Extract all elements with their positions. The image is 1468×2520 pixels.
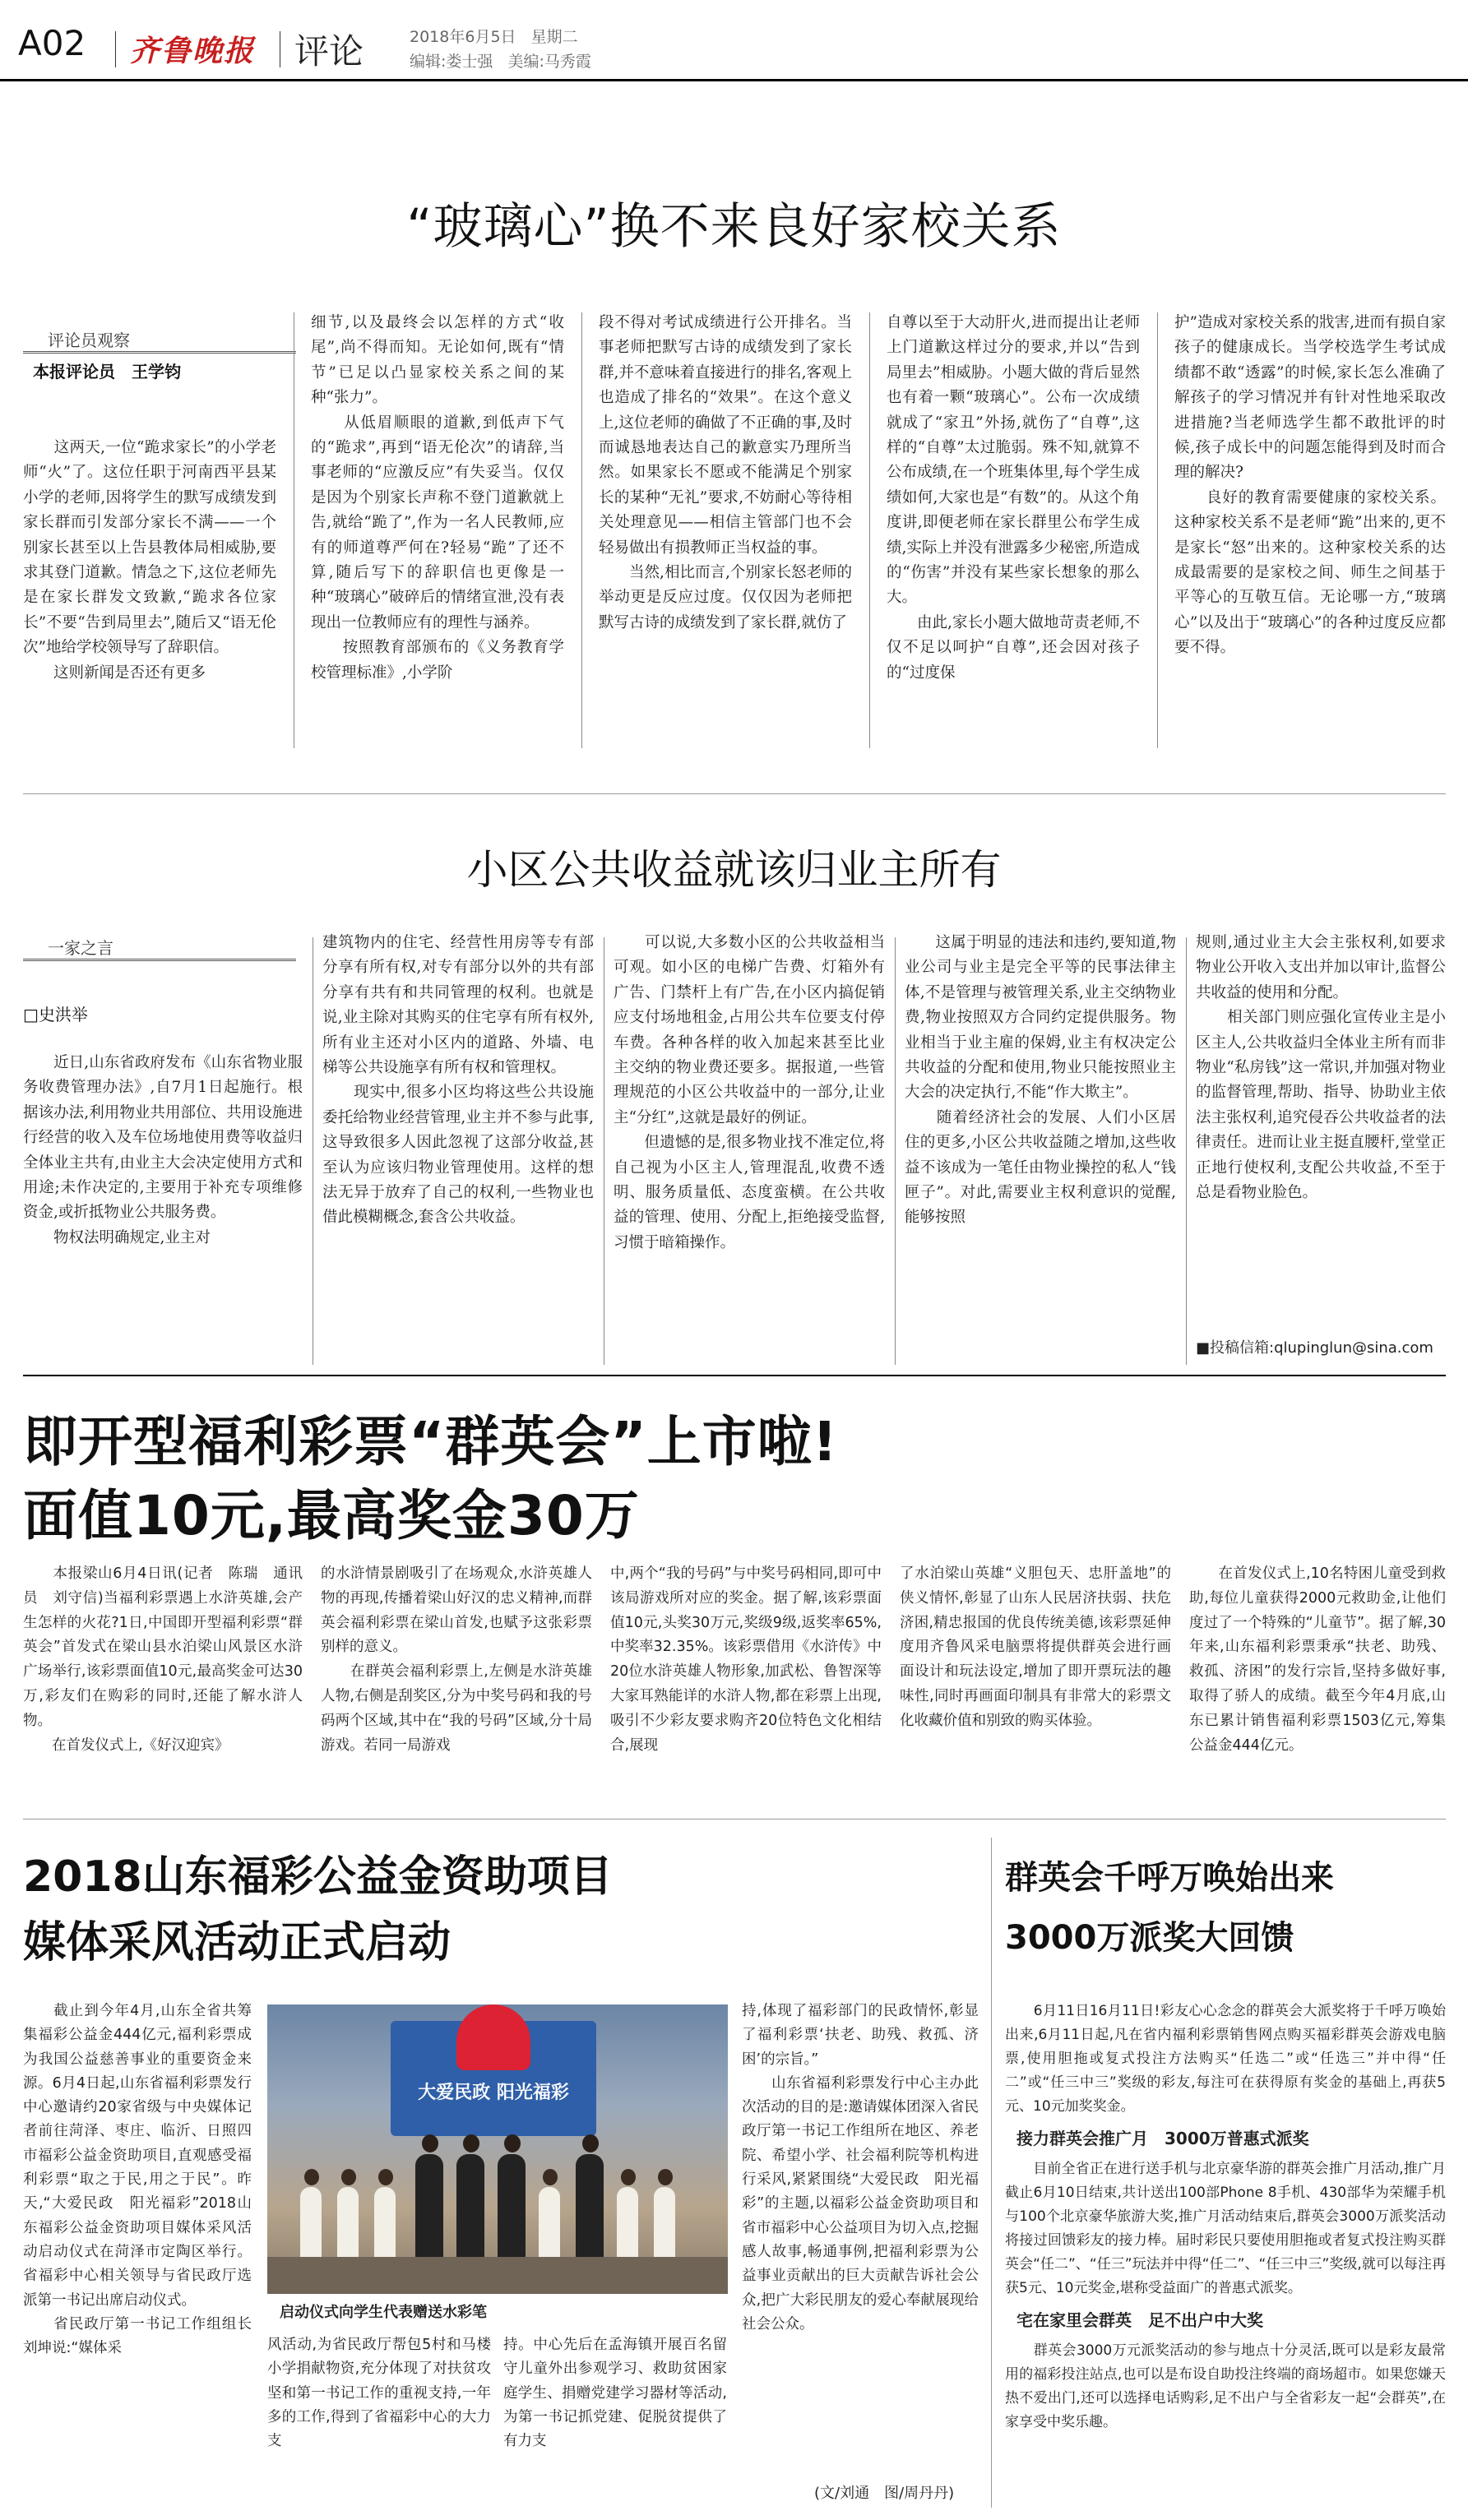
column-divider [895, 937, 896, 1365]
paragraph: 良好的教育需要健康的家校关系。这种家校关系不是老师“跪”出来的,更不是家长“怒”出来的。这种家校关系的达成最需要的是家校之间、师生之间基于平等心的互敬互信。无论哪一方,“玻璃心”以及出于“玻璃心”的各种过度反应都要不得。 [1174, 488, 1446, 657]
paragraph: 在首发仪式上,10名特困儿童受到救助,每位儿童获得2000元救助金,让他们度过了一个特殊的“儿童节”。据了解,30年来,山东福利彩票秉承“扶老、助残、救孤、济困”的发行宗旨,坚持多做好事,取得了骄人的成绩。截至今年4月底,山东已累计销售福利彩票1503亿元,筹集公益金444亿元。 [1189, 1565, 1446, 1754]
article4-headline-line1: 2018山东福彩公益金资助项目 [23, 1852, 613, 1902]
paragraph: 自尊以至于大动肝火,进而提出让老师上门道歉这样过分的要求,并以“告到局里去”相威胁。小题大做的背后显然也有着一颗“玻璃心”。公布一次成绩就成了“家丑”外扬,就伤了“自尊”,这样的“自尊”太过脆弱。殊不知,就算不公布成绩,在一个班集体里,每个学生成绩如何,大家也是“有数”的。从这个角度讲,即便老师在家长群里公布学生成绩,实际上并没有泄露多少秘密,所造成的“伤害”并没有某些家长想象的那么大。 [887, 314, 1140, 607]
paragraph: 持,体现了福彩部门的民政情怀,彰显了福利彩票‘扶老、助残、救孤、济困’的宗旨。” [742, 2003, 979, 2068]
paragraph: 按照教育部颁布的《义务教育学校管理标准》,小学阶 [311, 639, 564, 682]
article5-headline-line2: 3000万派奖大回馈 [1005, 1919, 1294, 1957]
article2-byline: □史洪举 [23, 1005, 88, 1024]
editor-text: 编辑:娄士强 [410, 53, 493, 71]
column-divider [1186, 937, 1187, 1365]
article4-headline-line2: 媒体采风活动正式启动 [23, 1918, 452, 1967]
editor-credits [410, 49, 591, 72]
article4-credit: (文/刘通 图/周丹丹) [814, 2485, 955, 2502]
paragraph: 段不得对考试成绩进行公开排名。当事老师把默写古诗的成绩发到了家长群,并不意味着直接进行的排名,客观上也造成了排名的“效果”。在这个意义上,这位老师的确做了不正确的事,及时而诚恳地表达自己的歉意实乃理所当然。如果家长不愿或不能满足个别家长的某种“无礼”要求,不妨耐心等待相关处理意见——相信主管部门也不会轻易做出有损教师正当权益的事。 [599, 314, 852, 557]
masthead-divider [115, 31, 116, 67]
paragraph: 中,两个“我的号码”与中奖号码相同,即可中该局游戏所对应的奖金。据了解,该彩票面值10元,头奖30万元,奖级9级,返奖率65%,中奖率32.35%。该彩票借用《水浒传》中20位水浒英雄人物形象,加武松、鲁智深等大家耳熟能详的水浒人物,都在彩票上出现,吸引不少彩友要求购齐20位特色文化相结合,展现 [610, 1565, 882, 1754]
article1-column-4 [887, 311, 1140, 748]
paragraph: 近日,山东省政府发布《山东省物业服务收费管理办法》,自7月1日起施行。根据该办法,利用物业共用部位、共用设施进行经营的收入及车位场地使用费等收益归全体业主共有,由业主大会决定使用方式和用途;未作决定的,主要用于补充专项维修资金,或折抵物业公共服务费。 [23, 1054, 303, 1222]
paragraph: 持。中心先后在孟海镇开展百名留守儿童外出参观学习、救助贫困家庭学生、捐赠党建学习器材等活动,为第一书记抓党建、促脱贫提供了有力支 [503, 2337, 727, 2450]
paragraph: 了水泊梁山英雄“义胆包天、忠肝盖地”的侠义情怀,彰显了山东人民居济扶弱、扶危济困,精忠报国的优良传统美德,该彩票延伸度用齐鲁风采电脑票将提供群英会进行画面设计和玩法设定,增加了即开票玩法的趣味性,同时再画面印制具有非常大的彩票文化收藏价值和别致的购买体验。 [900, 1565, 1171, 1729]
article3-column-1 [23, 1562, 303, 1809]
paragraph: 本报梁山6月4日讯(记者 陈瑞 通讯员 刘守信)当福利彩票遇上水浒英雄,会产生怎样的火花?1日,中国即开型福利彩票“群英会”首发式在梁山县水泊梁山风景区水浒广场举行,该彩票面值10元,最高奖金可达30万,彩友们在购彩的同时,还能了解水浒人物。 [23, 1565, 303, 1729]
paragraph: 细节,以及最终会以怎样的方式“收尾”,尚不得而知。无论如何,既有“情节”已足以凸显家校关系之间的某种“张力”。 [311, 314, 564, 407]
column-divider [1157, 312, 1158, 748]
paragraph: 山东省福利彩票发行中心主办此次活动的目的是:邀请媒体团深入省民政厅第一书记工作组所在地区、养老院、希望小学、社会福利院等机构进行采风,紧紧围绕“大爱民政 阳光福彩”的主题,以福彩公益金资助项目和省市福彩中心公益项目为切入点,挖掘感人故事,畅通事例,把福利彩票为公益事业贡献出的巨大贡献告诉社会公众,把广大彩民朋友的爱心奉献展现给社会公众。 [742, 2074, 979, 2333]
article2-column-5 [1196, 931, 1446, 1317]
paragraph: 这两天,一位“跪求家长”的小学老师“火”了。这位任职于河南西平县某小学的老师,因将学生的默写成绩发到家长群而引发部分家长不满——一个别家长甚至以上告县教体局相威胁,要求其登门道歉。情急之下,这位老师先是在家长群发文致歉,“跪求各位家长”不要“告到局里去”,随后又“语无伦次”地给学校领导写了辞职信。 [23, 439, 276, 657]
paragraph: 在群英会福利彩票上,左侧是水浒英雄人物,右侧是刮奖区,分为中奖号码和我的号码两个区域,其中在“我的号码”区域,分十局游戏。若同一局游戏 [321, 1663, 592, 1754]
article5-body [1005, 2000, 1446, 2513]
section-rule [23, 1375, 1446, 1376]
article4-column-bottom-1 [267, 2333, 491, 2518]
paragraph: 规则,通过业主大会主张权利,如要求物业公开收入支出并加以审计,监督公共收益的使用和分配。 [1196, 934, 1446, 1001]
child-figure [654, 2187, 675, 2261]
section-rule [23, 793, 1446, 794]
section-title: 评论 [294, 31, 364, 72]
paragraph: 6月11日16月11日!彩友心心念念的群英会大派奖将于千呼万唤始出来,6月11日起,凡在省内福利彩票销售网点购买福彩群英会游戏电脑票,使用胆拖或复式投注方法购买“任选二”或“任选三”并中得“任二”或“任三中三”奖级的彩友,每注可在获得原有奖金的基础上,再获5元、10元加奖奖金。 [1005, 2003, 1446, 2115]
article2-column-4 [905, 931, 1176, 1366]
page-number: A02 [18, 23, 86, 63]
adult-figure [576, 2154, 604, 2261]
paragraph: 可以说,大多数小区的公共收益相当可观。如小区的电梯广告费、灯箱外有广告、门禁杆上有广告,在小区内搞促销应支付场地租金,占用公共车位要支付停车费。各种各样的收入加起来甚至比业主交纳的物业费还要多。据报道,一些管理规范的小区公共收益中的一部分,让业主“分红”,这就是最好的例证。 [614, 934, 885, 1126]
article3-headline-line1: 即开型福利彩票“群英会”上市啦! [23, 1410, 838, 1473]
article3-column-4 [900, 1562, 1171, 1809]
paragraph: 的水浒情景剧吸引了在场观众,水浒英雄人物的再现,传播着梁山好汉的忠义精神,而群英会福利彩票在梁山首发,也赋予这张彩票别样的意义。 [321, 1565, 592, 1656]
child-figure [374, 2187, 396, 2261]
adult-figure [456, 2154, 484, 2261]
paper-logo: 齐鲁晚报 [130, 34, 256, 68]
paragraph: 相关部门则应强化宣传业主是小区主人,公共收益归全体业主所有而非物业“私房钱”这一常识,并加强对物业的监督管理,帮助、指导、协助业主依法主张权利,追究侵吞公共收益者的法律责任。进而让业主挺直腰杆,堂堂正正地行使权利,支配公共收益,不至于总是看物业脸色。 [1196, 1009, 1446, 1202]
article1-column-5 [1174, 311, 1446, 748]
paragraph: 但遗憾的是,很多物业找不准定位,将自己视为小区主人,管理混乱,收费不透明、服务质量低、态度蛮横。在公共收益的管理、使用、分配上,拒绝接受监督,习惯于暗箱操作。 [614, 1134, 885, 1251]
paragraph: 群英会3000万元派奖活动的参与地点十分灵活,既可以是彩友最常用的福彩投注站点,也可以是布设自助投注终端的商场超市。如果您嫌天热不爱出门,还可以选择电话购彩,足不出户与全省彩友一起“会群英”,在家享受中奖乐趣。 [1005, 2342, 1446, 2430]
paragraph: 从低眉顺眼的道歉,到低声下气的“跪求”,再到“语无伦次”的请辞,当事老师的“应激反应”有失妥当。仅仅是因为个别家长声称不登门道歉就上告,就给“跪了”,作为一名人民教师,应有的师道尊严何在?轻易“跪”了还不算,随后写下的辞职信也更像是一种“玻璃心”破碎后的情绪宣泄,没有表现出一位教师应有的理性与涵养。 [311, 414, 564, 631]
paragraph: 建筑物内的住宅、经营性用房等专有部分享有所有权,对专有部分以外的共有部分享有共有和共同管理的权利。也就是说,业主除对其购买的住宅享有所有权外,所有业主还对小区内的道路、外墙、电梯等公共设施享有所有权和管理权。 [322, 934, 594, 1077]
adult-figure [498, 2154, 526, 2261]
paragraph: 这则新闻是否还有更多 [23, 664, 206, 682]
article3-headline-line2: 面值10元,最高奖金30万 [23, 1484, 640, 1547]
child-figure [300, 2187, 322, 2261]
paragraph: 随着经济社会的发展、人们小区居住的更多,小区公共收益随之增加,这些收益不该成为一笔任由物业操控的私人“钱匣子”。对此,需要业主权利意识的觉醒,能够按照 [905, 1108, 1176, 1227]
article1-column-3 [599, 311, 852, 748]
date-text: 2018年6月5日 [410, 28, 516, 46]
article4-column-left [23, 2000, 252, 2518]
article2-column-tag: 一家之言 [23, 935, 296, 961]
photo-banner-text: 大爱民政 阳光福彩 [418, 2083, 569, 2103]
paragraph: 护”造成对家校关系的戕害,进而有损自家孩子的健康成长。当学校选学生考试成绩都不敢“透露”的时候,家长怎么准确了解孩子的学习情况并有针对性地采取改进措施?当老师选学生都不敢批评的时候,孩子成长中的问题怎能得到及时而合理的解决? [1174, 314, 1446, 482]
article3-column-3 [610, 1562, 882, 1809]
article1-column-tag: 评论员观察 [23, 327, 296, 354]
event-photo [267, 2004, 728, 2294]
article4-column-right [742, 2000, 979, 2472]
child-figure [539, 2187, 560, 2261]
article5-headline-line1: 群英会千呼万唤始出来 [1005, 1859, 1334, 1897]
issue-date [410, 25, 578, 47]
heart-icon [456, 2004, 530, 2070]
paragraph: 截止到今年4月,山东全省共筹集福彩公益金444亿元,福利彩票成为我国公益慈善事业的重要资金来源。6月4日起,山东省福利彩票发行中心邀请约20家省级与中央媒体记者前往菏泽、枣庄、临沂、日照四市福彩公益金资助项目,直观感受福利彩票“取之于民,用之于民”。昨天,“大爱民政 阳光福彩”2018山东福彩公益金资助项目媒体采风活动启动仪式在菏泽市定陶区举行。省福彩中心相关领导与省民政厅选派第一书记出席启动仪式。 [23, 2003, 252, 2309]
article1-column-2 [311, 311, 564, 748]
article3-column-5 [1189, 1562, 1446, 1809]
paragraph: 由此,家长小题大做地苛责老师,不仅不足以呵护“自尊”,还会因对孩子的“过度保 [887, 613, 1140, 682]
adult-figure [415, 2154, 443, 2261]
paragraph: 这属于明显的违法和违约,要知道,物业公司与业主是完全平等的民事法律主体,不是管理与被管理关系,业主交纳物业费,物业按照双方合同约定提供服务。物业相当于业主雇的保姆,业主有权决定公共收益的分配和使用,物业只能按照业主大会的决定执行,不能“作大欺主”。 [905, 934, 1176, 1102]
paragraph: 省民政厅第一书记工作组组长刘坤说:“媒体采 [23, 2315, 252, 2357]
contribution-email: ■投稿信箱:qlupinglun@sina.com [1196, 1339, 1433, 1357]
photo-floor [267, 2257, 728, 2294]
article2-column-2 [322, 931, 594, 1366]
article1-byline: 本报评论员 王学钧 [33, 362, 181, 381]
article2-column-1 [23, 1051, 303, 1363]
article5-subhead: 接力群英会推广月 3000万普惠式派奖 [1016, 2129, 1309, 2148]
paragraph: 在首发仪式上,《好汉迎宾》 [23, 1736, 229, 1754]
child-figure [337, 2187, 359, 2261]
masthead-rule [0, 79, 1468, 81]
article5-subhead: 宅在家里会群英 足不出户中大奖 [1016, 2310, 1263, 2330]
photo-caption: 启动仪式向学生代表赠送水彩笔 [280, 2304, 487, 2321]
article3-column-2 [321, 1562, 592, 1809]
article1-column-1 [23, 436, 276, 748]
weekday-text: 星期二 [530, 28, 578, 46]
paragraph: 目前全省正在进行送手机与北京豪华游的群英会推广月活动,推广月截止6月10日结束,共计送出100部Phone 8手机、430部华为荣耀手机与100个北京豪华旅游大奖,推广月活动结束后,群英会3000万派奖活动将接过回馈彩友的接力棒。届时彩民只要使用胆拖或者复式投注购买群英会“任二”、“任三”玩法并中得“任二”、“任三中三”奖级,就可以每注再获5元、10元奖金,堪称受益面广的普惠式派奖。 [1005, 2161, 1446, 2296]
column-divider [869, 312, 870, 748]
paragraph: 风活动,为省民政厅帮包5村和马楼小学捐献物资,充分体现了对扶贫攻坚和第一书记工作的重视支持,一年多的工作,得到了省福彩中心的大力支 [267, 2337, 491, 2450]
column-divider [581, 312, 582, 748]
paragraph: 当然,相比而言,个别家长怒老师的举动更是反应过度。仅仅因为老师把默写古诗的成绩发到了家长群,就仿了 [599, 564, 852, 631]
designer-text: 美编:马秀霞 [507, 53, 591, 71]
paragraph: 物权法明确规定,业主对 [23, 1228, 211, 1246]
article4-column-bottom-2 [503, 2333, 727, 2518]
article2-column-3 [614, 931, 885, 1366]
paragraph: 现实中,很多小区均将这些公共设施委托给物业经营管理,业主并不参与此事,这导致很多人因此忽视了这部分收益,甚至认为应该归物业管理使用。这样的想法无异于放弃了自己的权利,一些物业也借此模糊概念,套含公共收益。 [322, 1084, 594, 1227]
article2-headline: 小区公共收益就该归业主所有 [466, 846, 1002, 894]
article1-headline: “玻璃心”换不来良好家校关系 [406, 198, 1062, 256]
child-figure [617, 2187, 638, 2261]
column-divider [991, 1838, 992, 2508]
